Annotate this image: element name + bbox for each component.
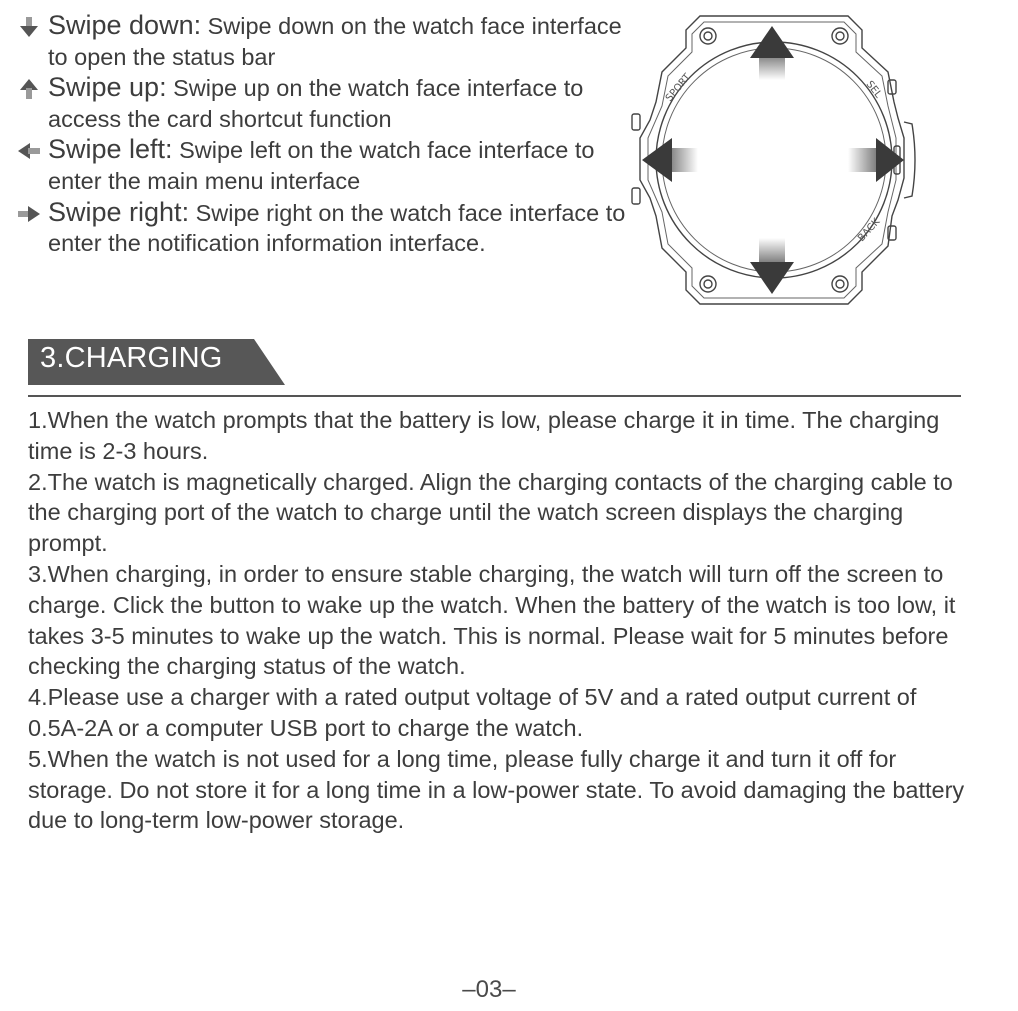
charging-step: 1.When the watch prompts that the battery is low, please charge it in time. The charging time is 2-3 hours. (28, 407, 940, 464)
arrow-down-icon (18, 16, 40, 38)
arrow-right-icon (18, 203, 40, 225)
gesture-list (16, 10, 626, 259)
sel-label: SEL (863, 79, 884, 101)
gesture-description: Swipe left on the watch face interface to enter the main menu interface (48, 137, 595, 194)
gesture-title: Swipe down: (48, 10, 202, 40)
swipe-down-indicator (750, 238, 794, 294)
watch-illustration (626, 10, 924, 310)
section-divider (28, 395, 961, 397)
gesture-title: Swipe up: (48, 72, 167, 103)
charging-step: 3.When charging, in order to ensure stable charging, the watch will turn off the screen to charge. Click the button to wake up the watch. When the battery of the watch is too low, it takes 3-5 minutes to wake up the watch. This is normal. Please wait for 5 minutes before checking the charging status of the watch. (28, 560, 956, 680)
gesture-swipe-right (16, 197, 626, 259)
sport-label: SPORT (663, 71, 694, 104)
back-label: BACK (856, 216, 883, 245)
charging-step: 2.The watch is magnetically charged. Align the charging contacts of the charging cable to the charging port of the watch to charge until the watch screen displays the charging prompt. (28, 468, 953, 557)
page-number: –03– (462, 976, 516, 1003)
arrow-left-icon (18, 140, 40, 162)
swipe-up-indicator (750, 26, 794, 80)
gesture-swipe-down (16, 10, 626, 72)
gesture-title: Swipe right: (48, 196, 190, 227)
gesture-description: Swipe up on the watch face interface to access the card shortcut function (48, 75, 584, 132)
charging-step: 4.Please use a charger with a rated output voltage of 5V and a rated output current of 0.5A-2A or a computer USB port to charge the watch. (28, 684, 917, 741)
gesture-description: Swipe down on the watch face interface to open the status bar (48, 13, 622, 70)
arrow-up-icon (18, 78, 40, 100)
gesture-description: Swipe right on the watch face interface to enter the notification information interface. (48, 199, 626, 257)
gesture-swipe-left (16, 134, 626, 196)
gesture-swipe-up (16, 72, 626, 134)
gesture-title: Swipe left: (48, 134, 173, 165)
section-header (28, 339, 961, 399)
charging-instructions (28, 405, 968, 836)
charging-step: 5.When the watch is not used for a long time, please fully charge it and turn it off for storage. Do not store it for a long time in a low-power state. To avoid damaging the battery due to long-term low-power storage. (28, 745, 965, 834)
section-title: 3.CHARGING (40, 342, 223, 374)
swipe-left-indicator (642, 138, 698, 182)
